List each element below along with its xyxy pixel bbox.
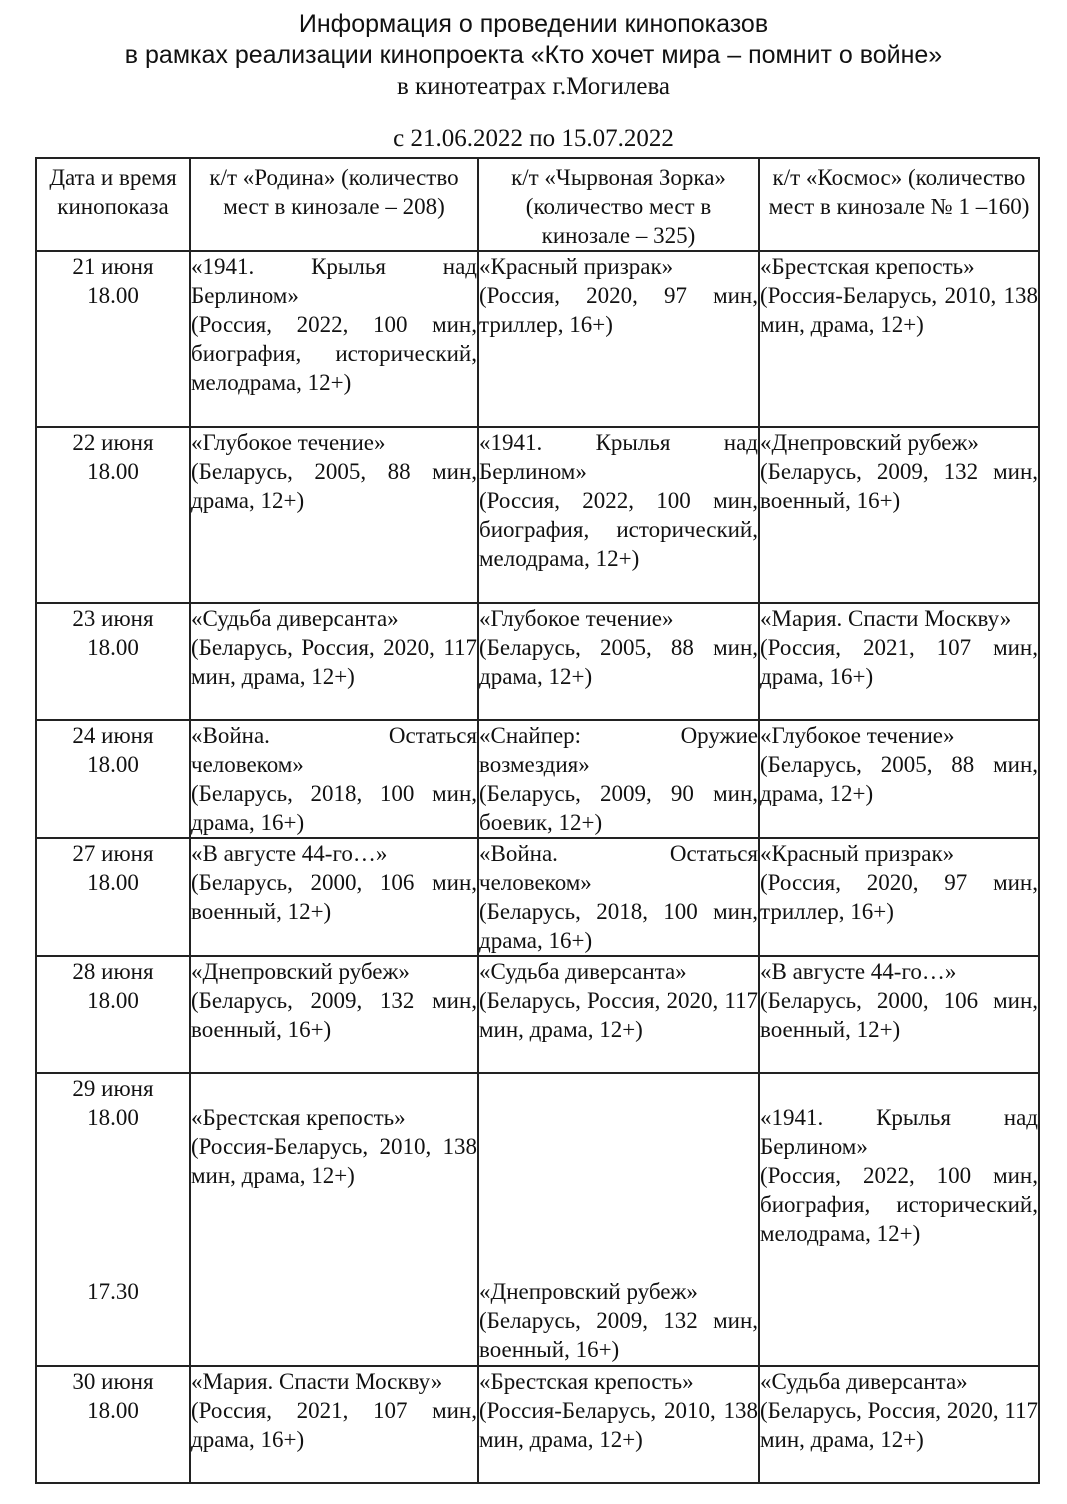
film-cell-zorka — [478, 603, 759, 720]
film-title: «Красный призрак» — [760, 841, 955, 866]
film-info: (Беларусь, 2005, 88 мин, драма, 12+) — [191, 459, 477, 513]
table-row — [36, 1073, 1039, 1366]
film-info: (Россия, 2022, 100 мин, биография, исторический, мелодрама, 12+) — [760, 1163, 1038, 1246]
film-info: (Россия, 2020, 97 мин, триллер, 16+) — [479, 283, 758, 337]
screening-date: 23 июня — [72, 606, 154, 631]
film-title: «Судьба диверсанта» — [760, 1369, 968, 1394]
film-title: «1941. Крылья над Берлином» — [479, 430, 758, 484]
screening-date: 21 июня — [72, 254, 154, 279]
document-period: с 21.06.2022 по 15.07.2022 — [393, 125, 674, 152]
film-cell-zorka — [478, 838, 759, 956]
date-cell — [36, 603, 190, 720]
film-cell-zorka — [478, 427, 759, 603]
table-row — [36, 1366, 1039, 1483]
film-info: (Россия-Беларусь, 2010, 138 мин, драма, 12+) — [191, 1134, 477, 1188]
film-cell-rodina — [190, 956, 478, 1073]
document-title-line-3: в кинотеатрах г.Могилева — [396, 73, 671, 100]
film-info: (Беларусь, Россия, 2020, 117 мин, драма, 12+) — [191, 635, 477, 689]
date-cell — [36, 427, 190, 603]
film-info: (Беларусь, 2005, 88 мин, драма, 12+) — [479, 635, 758, 689]
table-row — [36, 720, 1039, 838]
film-title: «Снайпер: Оружие возмездия» — [479, 723, 758, 777]
screening-time: 18.00 — [87, 1105, 139, 1130]
column-header-kosmos: к/т «Космос» (количество мест в кинозале № 1 –160) — [759, 158, 1039, 251]
film-info: (Беларусь, 2009, 132 мин, военный, 16+) — [479, 1308, 758, 1362]
film-cell-zorka — [478, 1073, 759, 1366]
film-cell-kosmos — [759, 1073, 1039, 1366]
film-info: (Беларусь, 2018, 100 мин, драма, 16+) — [479, 899, 758, 953]
film-info: (Беларусь, 2009, 132 мин, военный, 16+) — [191, 988, 477, 1042]
film-cell-kosmos — [759, 251, 1039, 427]
film-title: «Судьба диверсанта» — [191, 606, 399, 631]
film-title: «Мария. Спасти Москву» — [191, 1369, 443, 1394]
film-title: «Судьба диверсанта» — [479, 959, 687, 984]
film-info: (Беларусь, 2009, 90 мин, боевик, 12+) — [479, 781, 758, 835]
film-info: (Беларусь, 2000, 106 мин, военный, 12+) — [760, 988, 1038, 1042]
screening-time: 18.00 — [87, 870, 139, 895]
document-title-line-2: в рамках реализации кинопроекта «Кто хочет мира – помнит о войне» — [124, 41, 943, 69]
table-row — [36, 427, 1039, 603]
film-cell-kosmos — [759, 956, 1039, 1073]
film-cell-kosmos — [759, 1366, 1039, 1483]
film-info: (Россия, 2020, 97 мин, триллер, 16+) — [760, 870, 1038, 924]
film-title: «Брестская крепость» — [191, 1105, 406, 1130]
film-cell-kosmos — [759, 720, 1039, 838]
screening-date: 28 июня — [72, 959, 154, 984]
film-cell-rodina — [190, 1073, 478, 1366]
film-title: «Война. Остаться человеком» — [479, 841, 758, 895]
screening-date: 22 июня — [72, 430, 154, 455]
date-cell — [36, 251, 190, 427]
document-title-line-1: Информация о проведении кинопоказов — [298, 10, 769, 38]
table-header-row — [36, 158, 1039, 251]
film-title: «Глубокое течение» — [479, 606, 674, 631]
table-row — [36, 956, 1039, 1073]
film-cell-zorka — [478, 956, 759, 1073]
film-info: (Россия, 2022, 100 мин, биография, исторический, мелодрама, 12+) — [479, 488, 758, 571]
table-row — [36, 603, 1039, 720]
date-cell — [36, 956, 190, 1073]
screening-time: 18.00 — [87, 459, 139, 484]
date-cell — [36, 1366, 190, 1483]
film-info: (Беларусь, Россия, 2020, 117 мин, драма, 12+) — [479, 988, 758, 1042]
film-info: (Россия-Беларусь, 2010, 138 мин, драма, 12+) — [760, 283, 1038, 337]
film-title: «Брестская крепость» — [760, 254, 975, 279]
film-title: «Красный призрак» — [479, 254, 674, 279]
film-cell-zorka — [478, 1366, 759, 1483]
film-info: (Россия, 2022, 100 мин, биография, исторический, мелодрама, 12+) — [191, 312, 477, 395]
date-cell — [36, 1073, 190, 1366]
film-title: «1941. Крылья над Берлином» — [760, 1105, 1038, 1159]
film-info: (Беларусь, 2009, 132 мин, военный, 16+) — [760, 459, 1038, 513]
table-row — [36, 838, 1039, 956]
film-title: «Днепровский рубеж» — [191, 959, 410, 984]
film-cell-kosmos — [759, 838, 1039, 956]
film-info: (Беларусь, 2018, 100 мин, драма, 16+) — [191, 781, 477, 835]
film-info: (Россия, 2021, 107 мин, драма, 16+) — [760, 635, 1038, 689]
film-info: (Россия, 2021, 107 мин, драма, 16+) — [191, 1398, 477, 1452]
film-cell-rodina — [190, 427, 478, 603]
film-title: «В августе 44-го…» — [760, 959, 957, 984]
screening-time: 18.00 — [87, 752, 139, 777]
film-cell-rodina — [190, 838, 478, 956]
table-row — [36, 251, 1039, 427]
screening-time-second: 17.30 — [87, 1279, 139, 1304]
screening-date: 24 июня — [72, 723, 154, 748]
film-cell-rodina — [190, 251, 478, 427]
film-info: (Беларусь, 2000, 106 мин, военный, 12+) — [191, 870, 477, 924]
film-title: «Глубокое течение» — [191, 430, 386, 455]
film-title: «Война. Остаться человеком» — [191, 723, 477, 777]
column-header-chyrvonaya-zorka: к/т «Чырвоная Зорка» (количество мест в кинозале – 325) — [478, 158, 759, 251]
film-info: (Россия-Беларусь, 2010, 138 мин, драма, 12+) — [479, 1398, 758, 1452]
screening-time: 18.00 — [87, 1398, 139, 1423]
film-cell-kosmos — [759, 427, 1039, 603]
screening-date: 29 июня — [72, 1076, 154, 1101]
date-cell — [36, 838, 190, 956]
film-cell-rodina — [190, 720, 478, 838]
film-title: «Днепровский рубеж» — [760, 430, 979, 455]
film-title: «В августе 44-го…» — [191, 841, 388, 866]
film-info: (Беларусь, 2005, 88 мин, драма, 12+) — [760, 752, 1038, 806]
film-title: «Брестская крепость» — [479, 1369, 694, 1394]
film-cell-kosmos — [759, 603, 1039, 720]
film-cell-rodina — [190, 603, 478, 720]
date-cell — [36, 720, 190, 838]
film-cell-zorka — [478, 251, 759, 427]
screening-schedule-table — [35, 157, 1040, 1484]
film-title: «1941. Крылья над Берлином» — [191, 254, 477, 308]
film-info: (Беларусь, Россия, 2020, 117 мин, драма, 12+) — [760, 1398, 1038, 1452]
film-title: «Глубокое течение» — [760, 723, 955, 748]
film-cell-zorka — [478, 720, 759, 838]
screening-time: 18.00 — [87, 283, 139, 308]
column-header-date: Дата и время кинопоказа — [36, 158, 190, 251]
screening-date: 30 июня — [72, 1369, 154, 1394]
screening-date: 27 июня — [72, 841, 154, 866]
film-title: «Днепровский рубеж» — [479, 1279, 698, 1304]
column-header-rodina: к/т «Родина» (количество мест в кинозале – 208) — [190, 158, 478, 251]
film-cell-rodina — [190, 1366, 478, 1483]
screening-time: 18.00 — [87, 988, 139, 1013]
film-title: «Мария. Спасти Москву» — [760, 606, 1012, 631]
screening-time: 18.00 — [87, 635, 139, 660]
